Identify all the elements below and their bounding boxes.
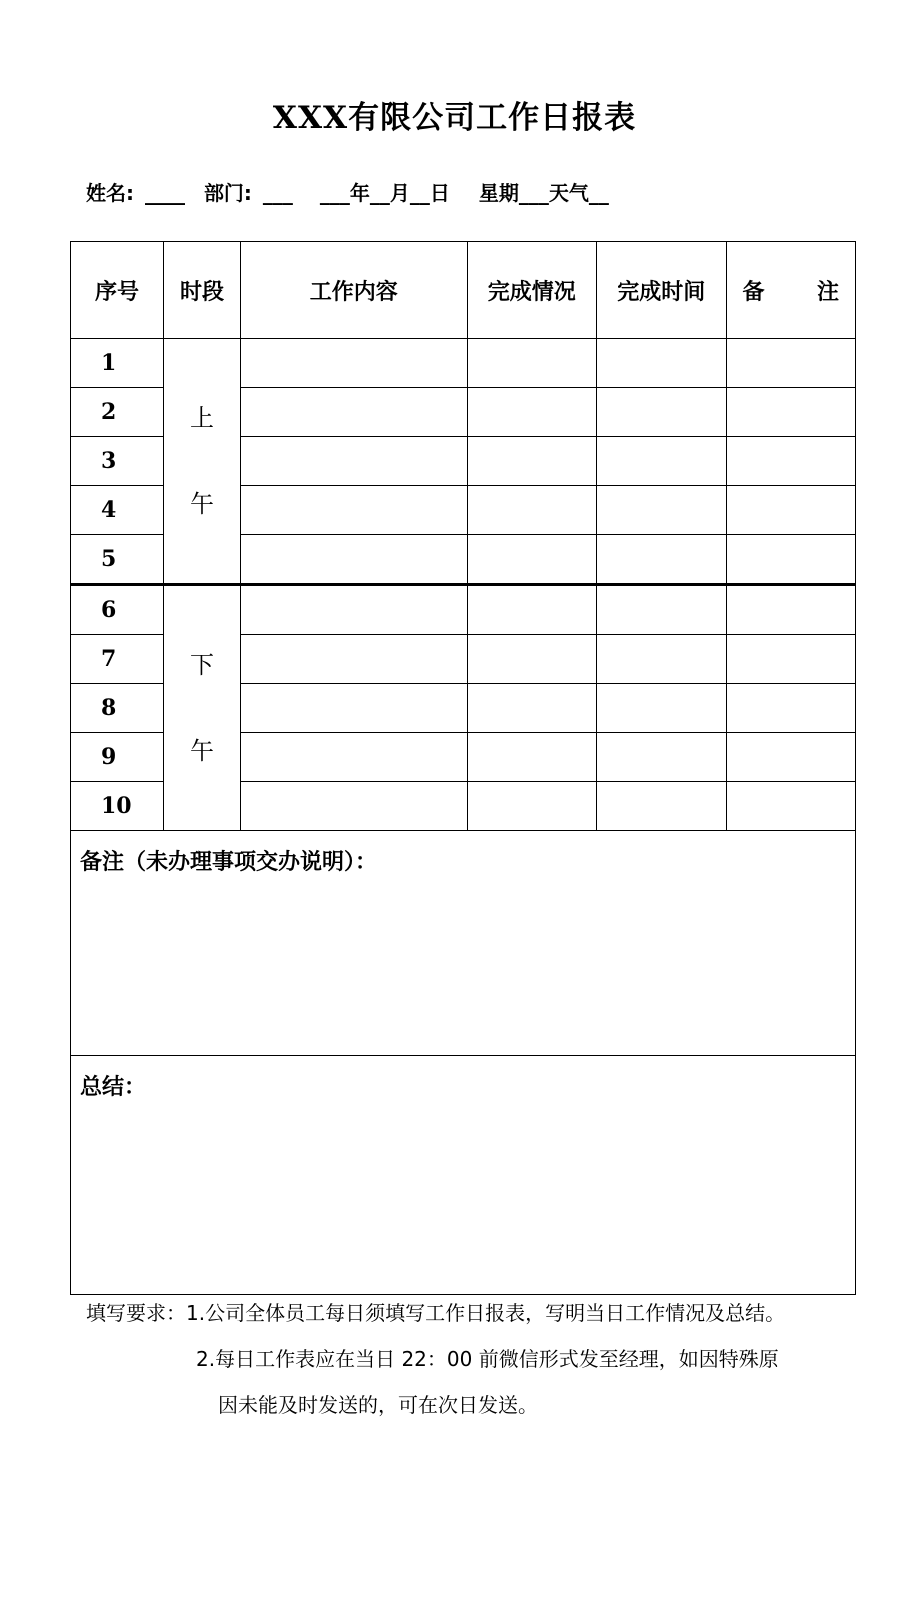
name-blank[interactable]: ____ <box>144 181 185 205</box>
time-cell[interactable] <box>597 585 726 635</box>
remark-cell[interactable] <box>726 388 856 437</box>
form-title: XXX有限公司工作日报表 <box>272 100 637 136</box>
fill-requirements <box>86 1290 785 1428</box>
row-index: 10 <box>71 782 164 831</box>
requirement-line-2: 2.每日工作表应在当日 22：00 前微信形式发至经理，如因特殊原 <box>196 1347 779 1371</box>
year-label: 年 <box>349 181 370 205</box>
table-row <box>71 585 856 635</box>
time-cell[interactable] <box>597 635 726 684</box>
remark-cell[interactable] <box>726 437 856 486</box>
period-afternoon-char2: 午 <box>190 737 214 765</box>
status-cell[interactable] <box>467 635 596 684</box>
requirement-line-1: 填写要求：1.公司全体员工每日须填写工作日报表，写明当日工作情况及总结。 <box>86 1301 786 1325</box>
time-cell[interactable] <box>597 733 726 782</box>
row-index: 2 <box>71 388 164 437</box>
daily-report-table <box>70 241 856 1295</box>
remark-cell[interactable] <box>726 585 856 635</box>
weather-blank[interactable]: __ <box>588 181 609 205</box>
period-morning <box>164 339 241 585</box>
content-cell[interactable] <box>240 535 467 585</box>
time-cell[interactable] <box>597 782 726 831</box>
time-cell[interactable] <box>597 486 726 535</box>
content-cell[interactable] <box>240 684 467 733</box>
content-cell[interactable] <box>240 486 467 535</box>
department-blank[interactable]: ___ <box>262 181 293 205</box>
period-afternoon-char1: 下 <box>190 651 214 679</box>
time-cell[interactable] <box>597 684 726 733</box>
remark-cell[interactable] <box>726 684 856 733</box>
remark-cell[interactable] <box>726 339 856 388</box>
content-cell[interactable] <box>240 635 467 684</box>
summary-row <box>71 1056 856 1295</box>
month-blank[interactable]: __ <box>369 181 390 205</box>
name-label: 姓名: <box>86 181 134 205</box>
row-index: 9 <box>71 733 164 782</box>
month-label: 月 <box>389 181 410 205</box>
status-cell[interactable] <box>467 585 596 635</box>
header-remark <box>726 242 856 339</box>
header-index: 序号 <box>71 242 164 339</box>
header-remark-char2: 注 <box>816 279 839 305</box>
table-row <box>71 339 856 388</box>
weekday-label: 星期 <box>478 181 519 205</box>
content-cell[interactable] <box>240 388 467 437</box>
note-label: 备注（未办理事项交办说明）： <box>80 850 378 875</box>
department-label: 部门: <box>203 181 252 205</box>
content-cell[interactable] <box>240 782 467 831</box>
header-time: 完成时间 <box>597 242 726 339</box>
header-info-line <box>86 178 609 208</box>
remark-cell[interactable] <box>726 733 856 782</box>
time-cell[interactable] <box>597 535 726 585</box>
table-header-row <box>71 242 856 339</box>
remark-cell[interactable] <box>726 486 856 535</box>
status-cell[interactable] <box>467 437 596 486</box>
summary-label: 总结： <box>80 1075 147 1100</box>
content-cell[interactable] <box>240 585 467 635</box>
row-index: 4 <box>71 486 164 535</box>
period-morning-char1: 上 <box>190 404 214 432</box>
header-status: 完成情况 <box>467 242 596 339</box>
status-cell[interactable] <box>467 339 596 388</box>
period-morning-char2: 午 <box>190 490 214 518</box>
time-cell[interactable] <box>597 437 726 486</box>
status-cell[interactable] <box>467 388 596 437</box>
summary-area[interactable] <box>71 1056 856 1295</box>
weekday-blank[interactable]: ___ <box>518 181 549 205</box>
row-index: 7 <box>71 635 164 684</box>
note-area[interactable] <box>71 831 856 1056</box>
status-cell[interactable] <box>467 535 596 585</box>
status-cell[interactable] <box>467 684 596 733</box>
time-cell[interactable] <box>597 339 726 388</box>
header-period: 时段 <box>164 242 241 339</box>
row-index: 3 <box>71 437 164 486</box>
note-row <box>71 831 856 1056</box>
content-cell[interactable] <box>240 339 467 388</box>
remark-cell[interactable] <box>726 635 856 684</box>
status-cell[interactable] <box>467 733 596 782</box>
row-index: 8 <box>71 684 164 733</box>
requirement-line-3: 因未能及时发送的，可在次日发送。 <box>218 1393 538 1417</box>
content-cell[interactable] <box>240 437 467 486</box>
remark-cell[interactable] <box>726 782 856 831</box>
row-index: 6 <box>71 585 164 635</box>
day-label: 日 <box>429 181 450 205</box>
status-cell[interactable] <box>467 486 596 535</box>
row-index: 5 <box>71 535 164 585</box>
year-blank[interactable]: ___ <box>319 181 350 205</box>
period-afternoon <box>164 585 241 831</box>
remark-cell[interactable] <box>726 535 856 585</box>
weather-label: 天气 <box>548 181 589 205</box>
time-cell[interactable] <box>597 388 726 437</box>
row-index: 1 <box>71 339 164 388</box>
day-blank[interactable]: __ <box>409 181 430 205</box>
status-cell[interactable] <box>467 782 596 831</box>
header-content: 工作内容 <box>240 242 467 339</box>
content-cell[interactable] <box>240 733 467 782</box>
header-remark-char1: 备 <box>742 279 765 305</box>
